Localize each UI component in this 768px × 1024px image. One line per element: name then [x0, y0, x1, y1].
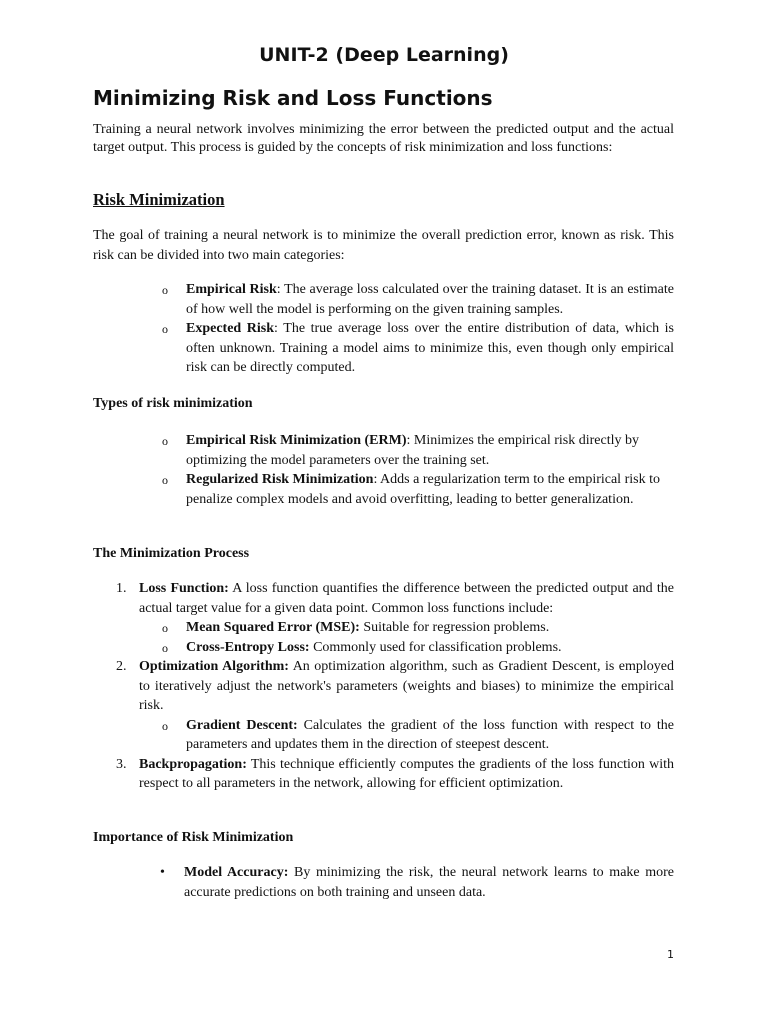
step-number: 1.: [116, 581, 127, 596]
term: Mean Squared Error (MSE):: [186, 620, 360, 635]
list-item-text: [184, 863, 674, 902]
circle-bullet-icon: o: [162, 473, 168, 487]
step-text: [139, 755, 674, 794]
subheading-types: Types of risk minimization: [93, 396, 253, 411]
list-item-text: [186, 431, 674, 470]
section-heading-risk-minimization: Risk Minimization: [93, 190, 225, 209]
bullet-icon: •: [160, 865, 165, 880]
risk-paragraph: The goal of training a neural network is to minimize the overall prediction error, known as risk. This risk can be divided into two main categories:: [93, 228, 674, 263]
circle-bullet-icon: o: [162, 434, 168, 448]
term: Model Accuracy:: [184, 865, 289, 880]
term: Empirical Risk Minimization (ERM): [186, 433, 407, 448]
subheading-importance: Importance of Risk Minimization: [93, 830, 294, 845]
term: Regularized Risk Minimization: [186, 472, 374, 487]
risk-categories-list: [0, 280, 768, 378]
loss-functions-list: [139, 618, 674, 657]
term: Cross-Entropy Loss:: [186, 639, 310, 655]
description: : The true average loss over the entire distribution of data, which is often unknown. Training a model aims to minimize this, even though only empirical risk can be directly computed.: [186, 321, 674, 375]
description: Suitable for regression problems.: [359, 620, 550, 635]
description: : Adds a regularization term to the empirical risk to penalize complex models and avoid overfitting, leading to better generalization.: [186, 472, 660, 507]
types-list: [0, 431, 768, 509]
term: Empirical Risk: [186, 282, 277, 297]
list-item-text: [186, 618, 674, 638]
list-item-text: [186, 319, 674, 378]
list-item-text: [186, 470, 674, 509]
description: Calculates the gradient of the loss function with respect to the parameters and updates them in the direction of steepest descent.: [186, 717, 674, 752]
step-text: [139, 657, 674, 716]
list-item: [162, 280, 674, 319]
circle-bullet-icon: o: [162, 718, 168, 733]
list-item: [162, 319, 674, 378]
term: Expected Risk: [186, 321, 275, 336]
list-item-text: [186, 716, 674, 755]
description: : Minimizes the empirical risk directly by optimizing the model parameters over the training set.: [186, 433, 639, 468]
term: Loss Function:: [139, 581, 229, 596]
step-number: 3.: [116, 756, 127, 772]
circle-bullet-icon: o: [162, 322, 168, 336]
page-number: 1: [667, 948, 674, 961]
circle-bullet-icon: o: [162, 283, 168, 297]
page-title: Minimizing Risk and Loss Functions: [93, 86, 493, 110]
description: By minimizing the risk, the neural network learns to make more accurate predictions on both training and unseen data.: [184, 865, 675, 900]
list-item: [162, 470, 674, 509]
description: : The average loss calculated over the training dataset. It is an estimate of how well the model is performing on the given training samples.: [186, 282, 674, 317]
list-item: [162, 431, 674, 470]
list-item: [162, 618, 674, 638]
term: Backpropagation:: [139, 756, 247, 772]
step-text: [139, 579, 674, 618]
importance-list: [0, 863, 768, 902]
term: Gradient Descent:: [186, 717, 298, 733]
list-item: [162, 638, 674, 658]
process-step: [116, 657, 674, 755]
term: Optimization Algorithm:: [139, 659, 289, 674]
process-steps-list: [0, 579, 768, 794]
step-number: 2.: [116, 659, 127, 674]
description: An optimization algorithm, such as Gradient Descent, is employed to iteratively adjust the network's parameters (weights and biases) to minimize the empirical risk.: [139, 659, 674, 713]
optimizers-list: [139, 716, 674, 755]
subheading-process: The Minimization Process: [93, 546, 250, 561]
description: This technique efficiently computes the gradients of the loss function with respect to all parameters in the network, allowing for efficient optimization.: [139, 756, 674, 791]
process-step: [116, 755, 674, 794]
circle-bullet-icon: o: [162, 621, 168, 635]
process-step: [116, 579, 674, 657]
list-item: [162, 716, 674, 755]
list-item-text: [186, 280, 674, 319]
description: A loss function quantifies the difference between the predicted output and the actual target value for a given data point. Common loss functions include:: [139, 581, 674, 616]
description: Commonly used for classification problems.: [309, 639, 562, 655]
list-item-text: [186, 638, 674, 658]
intro-paragraph: Training a neural network involves minimizing the error between the predicted output and the actual target output. This process is guided by the concepts of risk minimization and loss functions:: [93, 122, 674, 155]
circle-bullet-icon: o: [162, 640, 168, 655]
list-item: [160, 863, 675, 902]
page-header: UNIT-2 (Deep Learning): [259, 44, 509, 66]
